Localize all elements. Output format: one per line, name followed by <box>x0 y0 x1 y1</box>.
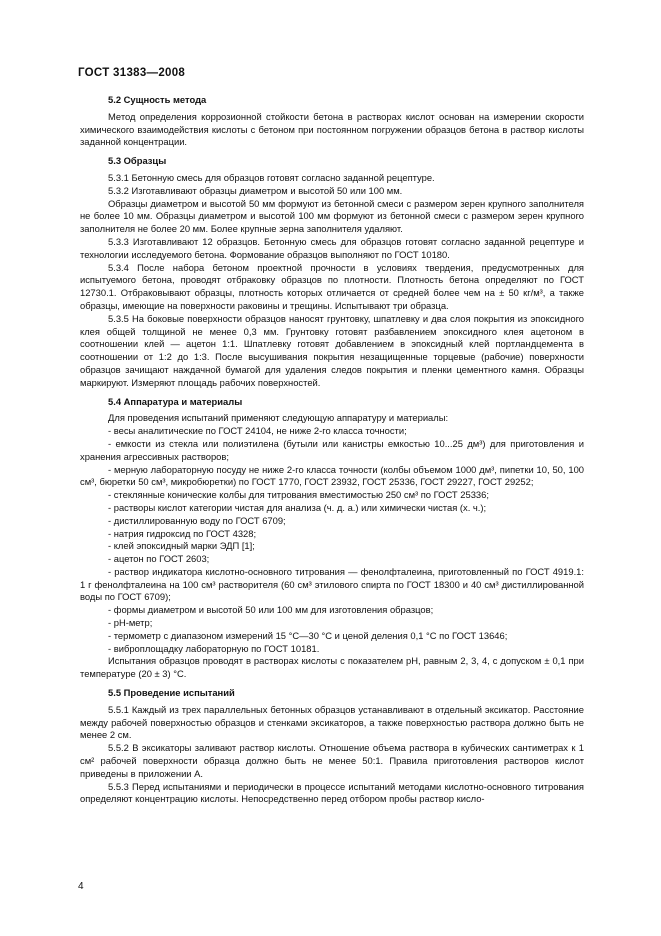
list-item: - раствор индикатора кислотно-основного титрования — фенолфталеина, приготовленный по ГОСТ 4919.1: 1 г фенолфталеина на 100 см³ растворителя (60 см³ этилового спирта по ГОСТ 18300 и 40 см³ дистиллированной воды по ГОСТ 6709); <box>80 565 584 603</box>
page-header: ГОСТ 31383—2008 <box>78 67 186 79</box>
section-heading: 5.3 Образцы <box>108 155 167 167</box>
list-item: - виброплощадку лабораторную по ГОСТ 10181. <box>108 642 320 654</box>
paragraph: 5.5.1 Каждый из трех параллельных бетонных образцов устанавливают в отдельный эксикатор. Расстояние между рабочей поверхностью образцов и стенками эксикаторов, а также поверхностью раствора должно быть не менее 2 см. <box>80 703 584 741</box>
section-heading: 5.4 Аппаратура и материалы <box>108 395 243 407</box>
paragraph: 5.5.3 Перед испытаниями и периодически в процессе испытаний методами кислотно-основного титрования определяют концентрацию кислоты. Непосредственно перед отбором пробы раствор кисло- <box>80 780 584 805</box>
paragraph: Для проведения испытаний применяют следующую аппаратуру и материалы: <box>108 412 449 424</box>
paragraph: 5.5.2 В эксикаторы заливают раствор кислоты. Отношение объема раствора в кубических сантиметрах к 1 см² рабочей поверхности образца должно быть не менее 50:1. Правила приготовления растворов кислот приведены в приложении А. <box>80 742 584 779</box>
document-body <box>80 94 584 806</box>
list-item: - весы аналитические по ГОСТ 24104, не ниже 2-го класса точности; <box>108 425 407 437</box>
list-item: - ацетон по ГОСТ 2603; <box>108 553 210 565</box>
paragraph: 5.3.2 Изготавливают образцы диаметром и высотой 50 или 100 мм. <box>108 184 403 196</box>
section-heading: 5.2 Сущность метода <box>108 94 207 105</box>
paragraph: 5.3.1 Бетонную смесь для образцов готовят согласно заданной рецептуре. <box>108 171 435 183</box>
paragraph: Образцы диаметром и высотой 50 мм формуют из бетонной смеси с размером зерен крупного заполнителя не более 10 мм. Образцы диаметром и высотой 100 мм формуют из бетонной смеси с размером зерен крупного заполнителя не более 20 мм. Более крупные зерна заполнителя удаляют. <box>80 197 584 235</box>
list-item: - рН-метр; <box>108 617 153 629</box>
paragraph: 5.3.3 Изготавливают 12 образцов. Бетонную смесь для образцов готовят согласно заданной рецептуре и технологии исследуемого бетона. Формование образцов выполняют по ГОСТ 10180. <box>80 235 584 260</box>
list-item: - формы диаметром и высотой 50 или 100 мм для изготовления образцов; <box>108 604 434 616</box>
paragraph: Испытания образцов проводят в растворах кислоты с показателем рН, равным 2, 3, 4, с допуском ± 0,1 при температуре (20 ± 3) °С. <box>80 655 584 680</box>
list-item: - дистиллированную воду по ГОСТ 6709; <box>108 514 286 526</box>
list-item: - клей эпоксидный марки ЭДП [1]; <box>108 540 255 552</box>
list-item: - растворы кислот категории чистая для анализа (ч. д. а.) или химически чистая (х. ч.); <box>108 501 487 513</box>
paragraph: 5.3.5 На боковые поверхности образцов наносят грунтовку, шпатлевку и два слоя покрытия из эпоксидного клея общей толщиной не менее 0,3 мм. Грунтовку готовят разбавлением эпоксидного клея ацетоном в соотношении клей — ацетон 1:1. Шпатлевку готовят добавлением в эпоксидный клей портландцемента в соотношении от 1:2 до 1:3. После высушивания покрытия незащищенные торцевые (рабочие) поверхности образцов зачищают наждачной бумагой для удаления следов покрытия и пленки цементного камня. Образцы маркируют. Измеряют площадь рабочих поверхностей. <box>80 312 584 388</box>
list-item: - термометр с диапазоном измерений 15 °С—30 °С и ценой деления 0,1 °С по ГОСТ 13646; <box>108 629 508 641</box>
list-item: - натрия гидроксид по ГОСТ 4328; <box>108 527 257 539</box>
paragraph: Метод определения коррозионной стойкости бетона в растворах кислот основан на измерении скорости химического взаимодействия кислоты с бетоном при постоянном погружении образцов бетона в раствор кислоты заданной концентрации. <box>80 110 584 148</box>
section-heading: 5.5 Проведение испытаний <box>108 687 235 699</box>
list-item: - стеклянные конические колбы для титрования вместимостью 250 см³ по ГОСТ 25336; <box>108 489 489 501</box>
list-item: - мерную лабораторную посуду не ниже 2-го класса точности (колбы объемом 1000 дм³, пипетки 10, 50, 100 см³, бюретки 50 см³, микробюретки) по ГОСТ 1770, ГОСТ 23932, ГОСТ 25336, ГОСТ 29227, ГОСТ 29252; <box>80 463 584 488</box>
page-number: 4 <box>78 881 84 892</box>
list-item: - емкости из стекла или полиэтилена (бутыли или канистры емкостью 10...25 дм³) для приготовления и хранения агрессивных растворов; <box>80 437 584 462</box>
paragraph: 5.3.4 После набора бетоном проектной прочности в условиях твердения, предусмотренных для испытуемого бетона, проводят отбраковку образцов по плотности. Плотность бетона определяют по ГОСТ 12730.1. Отбраковывают образцы, плотность которых отличается от средней более чем на ± 50 кг/м³, а также образцы, имеющие на поверхности раковины и трещины. Испытывают три образца. <box>80 261 584 311</box>
